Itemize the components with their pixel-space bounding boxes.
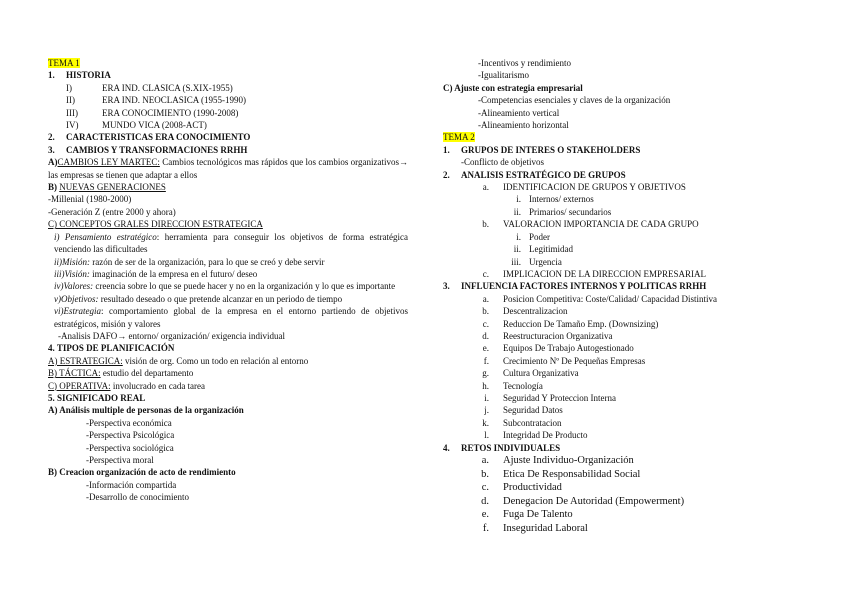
section-influencia: 3. INFLUENCIA FACTORES INTERNOS Y POLITICAS RRHH: [443, 281, 707, 292]
list-item: -Perspectiva Psicológica: [86, 430, 175, 441]
analisis-a: a. IDENTIFICACION DE GRUPOS Y OBJETIVOS: [482, 182, 686, 193]
list-item: -Millenial (1980-2000): [48, 194, 132, 205]
concept-pensamiento: i) Pensamiento estratégico: herramienta para conseguir los objetivos de forma estratégica venciendo las dificultades: [54, 231, 408, 255]
tema2-heading: TEMA 2: [443, 132, 475, 143]
left-column: [48, 57, 408, 504]
list-item: -Igualitarismo: [478, 70, 529, 81]
list-item: c. Reduccion De Tamaño Emp. (Downsizing): [482, 318, 659, 329]
section-significado: 5. SIGNIFICADO REAL: [48, 392, 146, 403]
list-item: -Conflicto de objetivos: [461, 157, 544, 168]
list-item: e. Equipos De Trabajo Autogestionado: [482, 343, 634, 354]
sub-item: i. Internos/ externos: [516, 194, 594, 205]
sub-item: ii. Legitimidad: [513, 244, 573, 255]
list-item: -Información compartida: [86, 479, 177, 490]
analisis-b: b. VALORACION IMPORTANCIA DE CADA GRUPO: [482, 219, 699, 230]
influencia-list: [443, 293, 801, 442]
list-item: a. Ajuste Individuo-Organización: [481, 455, 634, 466]
section-historia: 1. HISTORIA: [48, 70, 111, 81]
retos-list: [443, 454, 801, 535]
significado-a: A) Análisis multiple de personas de la organización: [48, 405, 244, 416]
list-item: i. Seguridad Y Proteccion Interna: [484, 392, 617, 403]
list-item: b. Etica De Responsabilidad Social: [481, 468, 641, 480]
plan-estrategica: A) ESTRATEGICA: visión de org. Como un todo en relación al entorno: [48, 355, 309, 366]
section-analisis: 2. ANALISIS ESTRATÉGICO DE GRUPOS: [443, 169, 626, 180]
list-item: -Desarrollo de conocimiento: [86, 492, 189, 503]
section-planificacion: 4. TIPOS DE PLANIFICACIÓN: [48, 343, 175, 354]
list-item: -Perspectiva moral: [86, 455, 154, 465]
right-column: [443, 57, 801, 535]
list-item: -Perspectiva sociológica: [86, 442, 174, 453]
plan-operativa: C) OPERATIVA: involucrado en cada tarea: [48, 380, 206, 391]
tema1-heading: TEMA 1: [48, 58, 80, 68]
list-item: -Competencias esenciales y claves de la organización: [478, 95, 671, 106]
list-item: c. Productividad: [481, 482, 562, 493]
section-retos: 4. RETOS INDIVIDUALES: [443, 442, 561, 453]
concept-vision: iii)Visión: imaginación de la empresa en el futuro/ deseo: [54, 268, 258, 279]
list-item: -Incentivos y rendimiento: [478, 58, 571, 68]
era-item: IV) MUNDO VICA (2008-ACT): [66, 120, 207, 131]
concept-estrategia: vi)Estrategia: comportamiento global de la empresa en el entorno partiendo de objetivos estratégicos, misión y valores: [54, 306, 408, 329]
list-item: e. Fuga De Talento: [481, 509, 573, 520]
list-item: g. Cultura Organizativa: [482, 368, 579, 379]
era-item: III) ERA CONOCIMIENTO (1990-2008): [66, 107, 239, 118]
list-item: f. Crecimiento Nº De Pequeñas Empresas: [483, 355, 646, 366]
ajuste-heading: C) Ajuste con estrategia empresarial: [443, 82, 583, 93]
dafo-item: -Analisis DAFO→ entorno/ organización/ exigencia individual: [58, 330, 286, 341]
list-item: a. Posicion Competitiva: Coste/Calidad/ Capacidad Distintiva: [482, 293, 717, 304]
list-item: k. Subcontratacion: [482, 417, 562, 428]
list-item: l. Integridad De Producto: [484, 430, 588, 441]
list-item: d. Denegacion De Autoridad (Empowerment): [481, 495, 685, 507]
list-item: -Alineamiento vertical: [478, 107, 560, 118]
era-item: I) ERA IND. CLASICA (S.XIX-1955): [66, 82, 233, 93]
section-grupos-interes: 1. GRUPOS DE INTERES O STAKEHOLDERS: [443, 144, 641, 155]
sub-item: ii. Primarios/ secundarios: [513, 206, 612, 217]
martec-paragraph: A)CAMBIOS LEY MARTEC: Cambios tecnológicos mas rápidos que los cambios organizativos→ las empresas se tienen que adaptar a ellos: [48, 157, 409, 180]
significado-b: B) Creacion organización de acto de rendimiento: [48, 467, 236, 478]
list-item: -Alineamiento horizontal: [478, 120, 569, 131]
plan-tactica: B) TÁCTICA: estudio del departamento: [48, 368, 194, 379]
concept-objetivos: v)Objetivos: resultado deseado o que pretende alcanzar en un periodo de tiempo: [54, 293, 343, 304]
section-caracteristicas: 2. CARACTERISTICAS ERA CONOCIMIENTO: [48, 132, 251, 143]
list-item: j. Seguridad Datos: [484, 405, 563, 416]
concept-valores: iv)Valores: creencia sobre lo que se puede hacer y no en la organización y lo que es importante: [54, 281, 396, 292]
sub-item: i. Poder: [516, 231, 550, 242]
list-item: -Perspectiva económica: [86, 417, 172, 428]
concept-mision: ii)Misión: razón de ser de la organización, para lo que se creó y debe servir: [54, 256, 325, 267]
sub-item: iii. Urgencia: [511, 256, 562, 267]
list-item: h. Tecnología: [482, 380, 543, 391]
section-cambios: 3. CAMBIOS Y TRANSFORMACIONES RRHH: [48, 144, 248, 155]
list-item: f. Inseguridad Laboral: [482, 522, 588, 534]
analisis-c: c. IMPLICACION DE LA DIRECCION EMPRESARIAL: [482, 268, 707, 279]
conceptos-heading: C) CONCEPTOS GRALES DIRECCION ESTRATEGICA: [48, 219, 263, 230]
list-item: d. Reestructuracion Organizativa: [482, 330, 613, 341]
generaciones-heading: B) NUEVAS GENERACIONES: [48, 182, 166, 193]
era-item: II) ERA IND. NEOCLASICA (1955-1990): [66, 95, 246, 106]
list-item: b. Descentralizacion: [482, 306, 568, 317]
list-item: -Generación Z (entre 2000 y ahora): [48, 206, 176, 217]
